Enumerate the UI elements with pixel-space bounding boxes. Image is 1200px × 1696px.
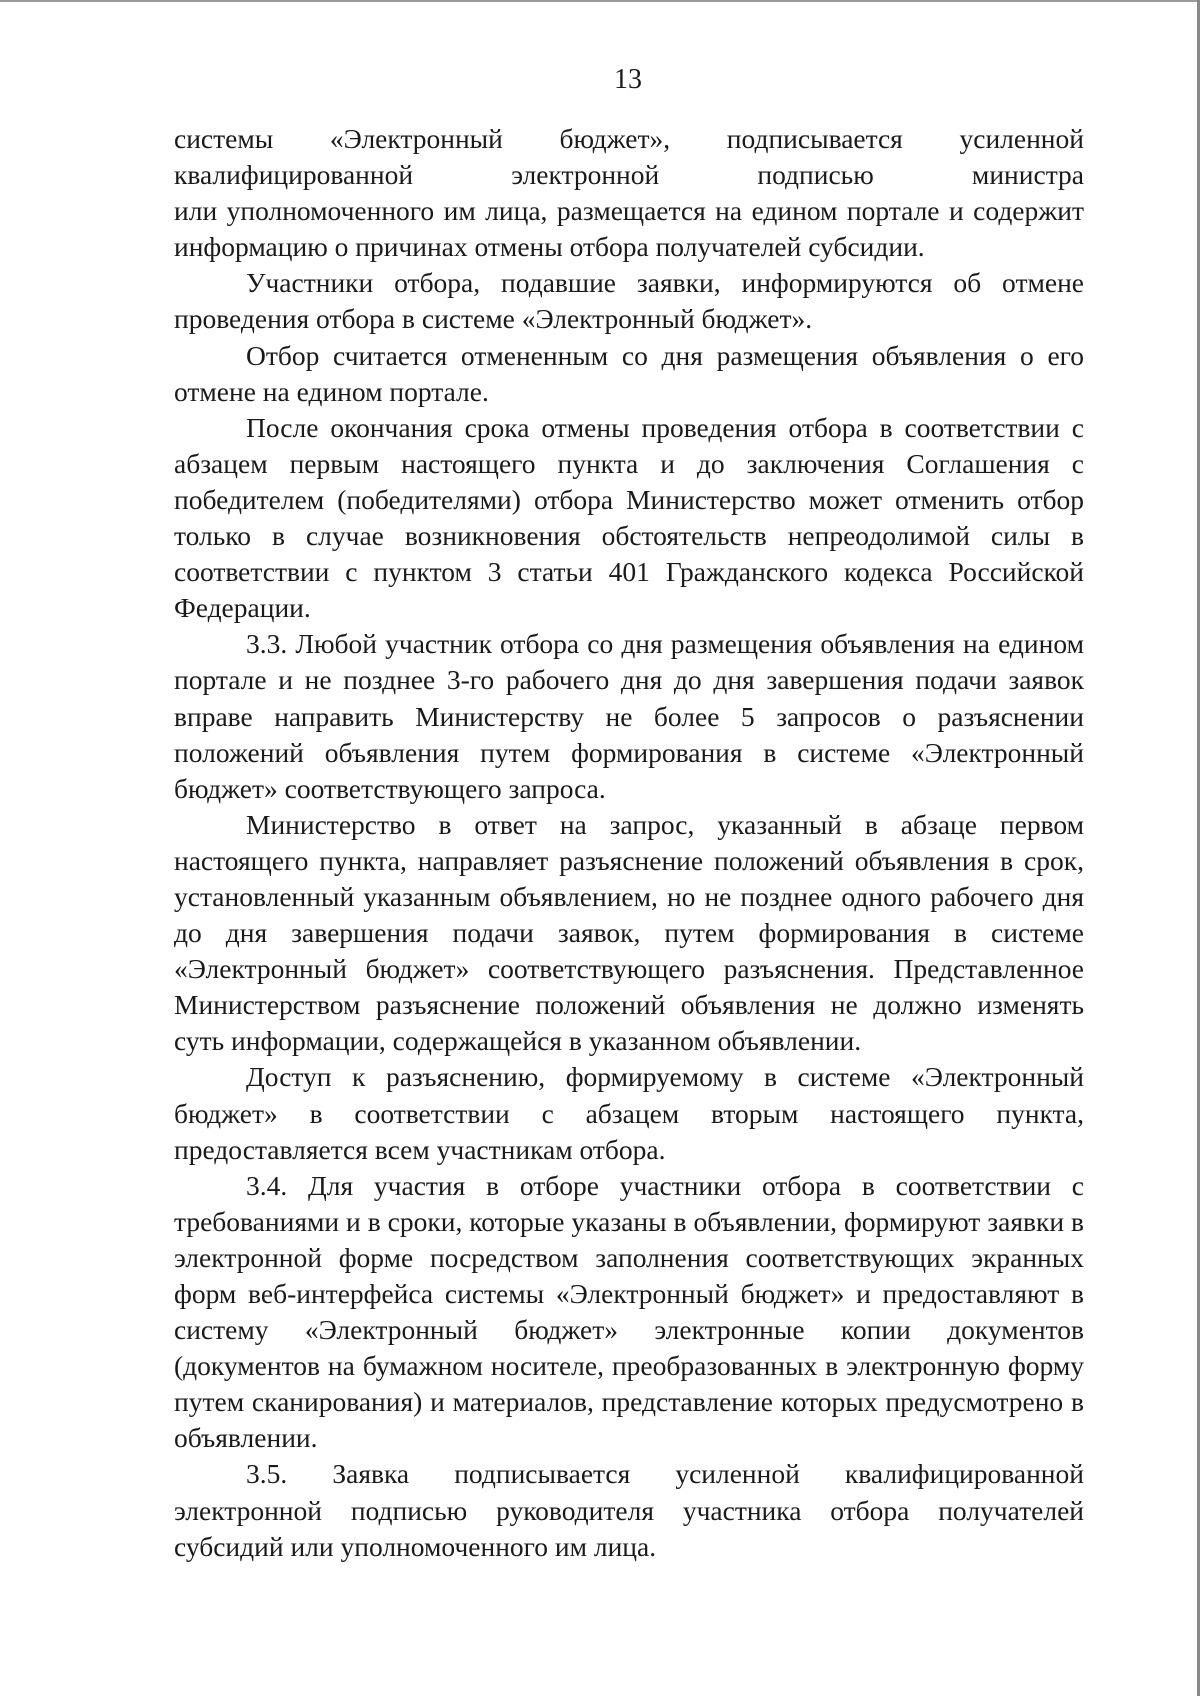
paragraph: Доступ к разъяснению, формируемому в системе «Электронный бюджет» в соответствии с абзацем вторым настоящего пункта, предоставляется всем участникам отбора. xyxy=(174,1061,1084,1165)
scan-edge-top xyxy=(0,0,1200,2)
paragraph-continuation xyxy=(174,121,1084,265)
paragraph-line: квалифицированной электронной подписью министра xyxy=(174,159,1084,191)
page-number: 13 xyxy=(614,64,642,95)
paragraph-line: системы «Электронный бюджет», подписывается усиленной xyxy=(174,123,1084,154)
paragraph: Участники отбора, подавшие заявки, информируются об отмене проведения отбора в системе «Электронный бюджет». xyxy=(174,267,1084,335)
paragraph-clause-3-4: 3.4. Для участия в отборе участники отбора в соответствии с требованиями и в сроки, которые указаны в объявлении, формируют заявки в электронной форме посредством заполнения соответствующих экранных форм веб-интерфейса системы «Электронный бюджет» и предоставляют в систему «Электронный бюджет» электронные копии документов (документов на бумажном носителе, преобразованных в электронную форму путем сканирования) и материалов, представление которых предусмотрено в объявлении. xyxy=(174,1169,1084,1454)
paragraph: Отбор считается отмененным со дня размещения объявления о его отмене на едином портале. xyxy=(174,339,1084,407)
paragraph-clause-3-3: 3.3. Любой участник отбора со дня размещения объявления на едином портале и не позднее 3-го рабочего дня до дня завершения подачи заявок вправе направить Министерству не более 5 запросов о разъяснении положений объявления путем формирования в системе «Электронный бюджет» соответствующего запроса. xyxy=(174,628,1084,804)
paragraph-text: или уполномоченного им лица, размещается на едином портале и содержит информацию о причинах отмены отбора получателей субсидии. xyxy=(174,195,1084,263)
paragraph-clause-3-5: 3.5. Заявка подписывается усиленной квалифицированной электронной подписью руководителя участника отбора получателей субсидий или уполномоченного им лица. xyxy=(174,1458,1084,1562)
document-body xyxy=(174,121,1084,1565)
paragraph: Министерство в ответ на запрос, указанный в абзаце первом настоящего пункта, направляет разъяснение положений объявления в срок, установленный указанным объявлением, но не позднее одного рабочего дня до дня завершения подачи заявок, путем формирования в системе «Электронный бюджет» соответствующего разъяснения. Представленное Министерством разъяснение положений объявления не должно изменять суть информации, содержащейся в указанном объявлении. xyxy=(174,808,1084,1057)
paragraph: После окончания срока отмены проведения отбора в соответствии с абзацем первым настоящего пункта и до заключения Соглашения с победителем (победителями) отбора Министерство может отменить отбор только в случае возникновения обстоятельств непреодолимой силы в соответствии с пунктом 3 статьи 401 Гражданского кодекса Российской Федерации. xyxy=(174,411,1084,624)
